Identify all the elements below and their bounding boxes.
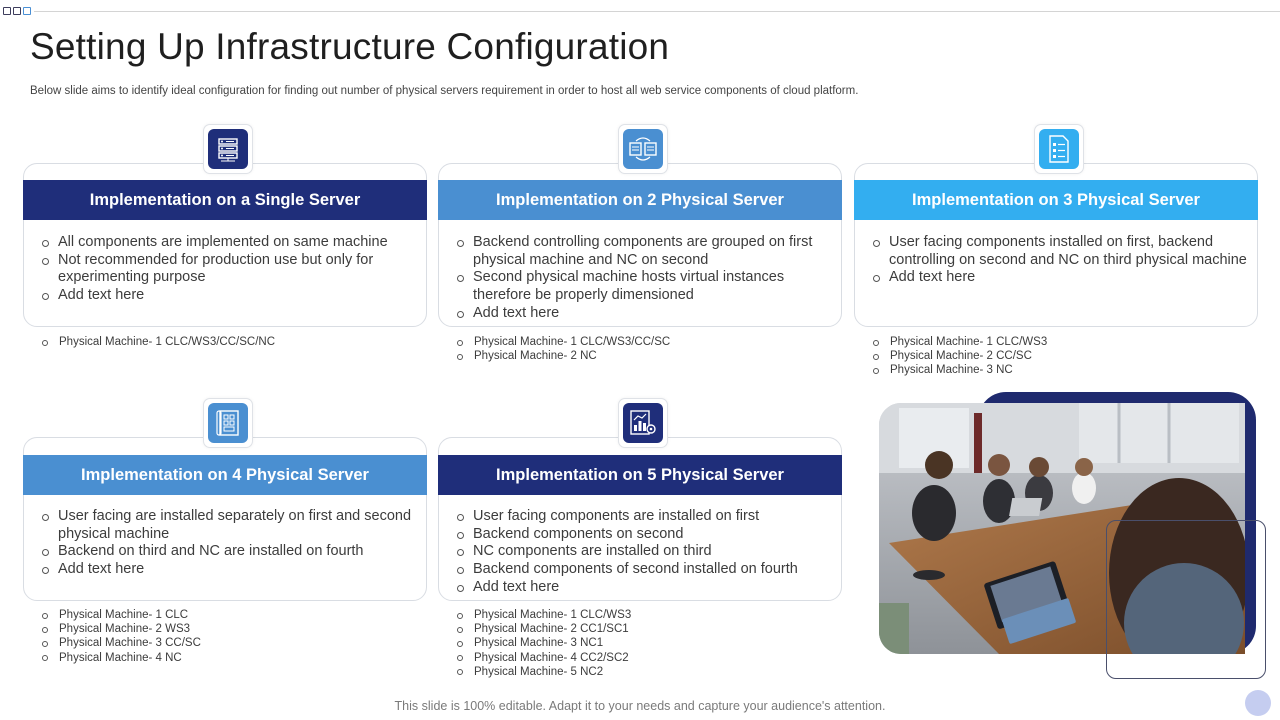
machine-list — [40, 335, 275, 349]
bullet-item: NC components are installed on third — [455, 543, 835, 561]
machine-item: Physical Machine- 3 NC1 — [455, 636, 631, 650]
bullet-item: User facing components are installed on first — [455, 508, 835, 526]
machine-item: Physical Machine- 2 CC1/SC1 — [455, 622, 631, 636]
bullet-item: Backend on third and NC are installed on fourth — [40, 543, 420, 561]
machine-item: Physical Machine- 2 NC — [455, 349, 670, 363]
machine-list — [455, 335, 670, 363]
window-control-box — [3, 7, 11, 15]
bullet-item: Add text here — [871, 269, 1251, 287]
corner-dot — [1245, 690, 1271, 716]
bullet-item: Backend controlling components are grouped on first physical machine and NC on second — [455, 234, 835, 269]
machine-item: Physical Machine- 5 NC2 — [455, 665, 631, 679]
card-heading: Implementation on a Single Server — [23, 180, 427, 220]
card-bullets — [455, 508, 835, 597]
machine-item: Physical Machine- 1 CLC/WS3/CC/SC/NC — [40, 335, 275, 349]
icon-tile — [203, 398, 253, 448]
top-divider — [34, 11, 1280, 12]
bullet-item: Add text here — [455, 305, 835, 323]
machine-item: Physical Machine- 4 NC — [40, 651, 201, 665]
card-heading: Implementation on 4 Physical Server — [23, 455, 427, 495]
card-heading: Implementation on 5 Physical Server — [438, 455, 842, 495]
slide-title: Setting Up Infrastructure Configuration — [30, 26, 670, 67]
window-control-box — [13, 7, 21, 15]
machine-item: Physical Machine- 3 CC/SC — [40, 636, 201, 650]
bullet-item: Backend components of second installed on fourth — [455, 561, 835, 579]
card-bullets — [871, 234, 1251, 287]
card-heading: Implementation on 2 Physical Server — [438, 180, 842, 220]
card-bullets — [40, 234, 420, 305]
machine-item: Physical Machine- 3 NC — [871, 363, 1047, 377]
bullet-item: Second physical machine hosts virtual instances therefore be properly dimensioned — [455, 269, 835, 304]
server-rack-icon — [214, 135, 242, 163]
machine-item: Physical Machine- 1 CLC — [40, 608, 201, 622]
slide-subtitle: Below slide aims to identify ideal configuration for finding out number of physical servers requirement in order to host all web service components of cloud platform. — [30, 85, 859, 97]
window-controls — [3, 7, 31, 15]
bullet-item: Not recommended for production use but only for experimenting purpose — [40, 252, 420, 287]
bullet-item: User facing components installed on first, backend controlling on second and NC on third physical machine — [871, 234, 1251, 269]
bullet-item: All components are implemented on same machine — [40, 234, 420, 252]
machine-item: Physical Machine- 1 CLC/WS3 — [455, 608, 631, 622]
machine-list — [455, 608, 631, 679]
footer-note: This slide is 100% editable. Adapt it to your needs and capture your audience's attention. — [394, 699, 886, 713]
decorative-outline — [1106, 520, 1266, 679]
icon-tile — [618, 124, 668, 174]
bullet-item: Add text here — [455, 579, 835, 597]
bullet-item: Add text here — [40, 287, 420, 305]
analytics-gear-icon — [628, 408, 658, 438]
checklist-document-icon — [1046, 134, 1072, 164]
bullet-item: Backend components on second — [455, 526, 835, 544]
window-control-box — [23, 7, 31, 15]
machine-item: Physical Machine- 4 CC2/SC2 — [455, 651, 631, 665]
machine-list — [871, 335, 1047, 378]
icon-tile — [618, 398, 668, 448]
icon-tile — [1034, 124, 1084, 174]
machine-list — [40, 608, 201, 665]
bullet-item: User facing are installed separately on first and second physical machine — [40, 508, 420, 543]
card-bullets — [455, 234, 835, 323]
machine-item: Physical Machine- 1 CLC/WS3 — [871, 335, 1047, 349]
server-sync-icon — [628, 135, 658, 163]
card-heading: Implementation on 3 Physical Server — [854, 180, 1258, 220]
machine-item: Physical Machine- 2 CC/SC — [871, 349, 1047, 363]
blueprint-scroll-icon — [214, 408, 242, 438]
machine-item: Physical Machine- 1 CLC/WS3/CC/SC — [455, 335, 670, 349]
machine-item: Physical Machine- 2 WS3 — [40, 622, 201, 636]
icon-tile — [203, 124, 253, 174]
card-bullets — [40, 508, 420, 579]
bullet-item: Add text here — [40, 561, 420, 579]
